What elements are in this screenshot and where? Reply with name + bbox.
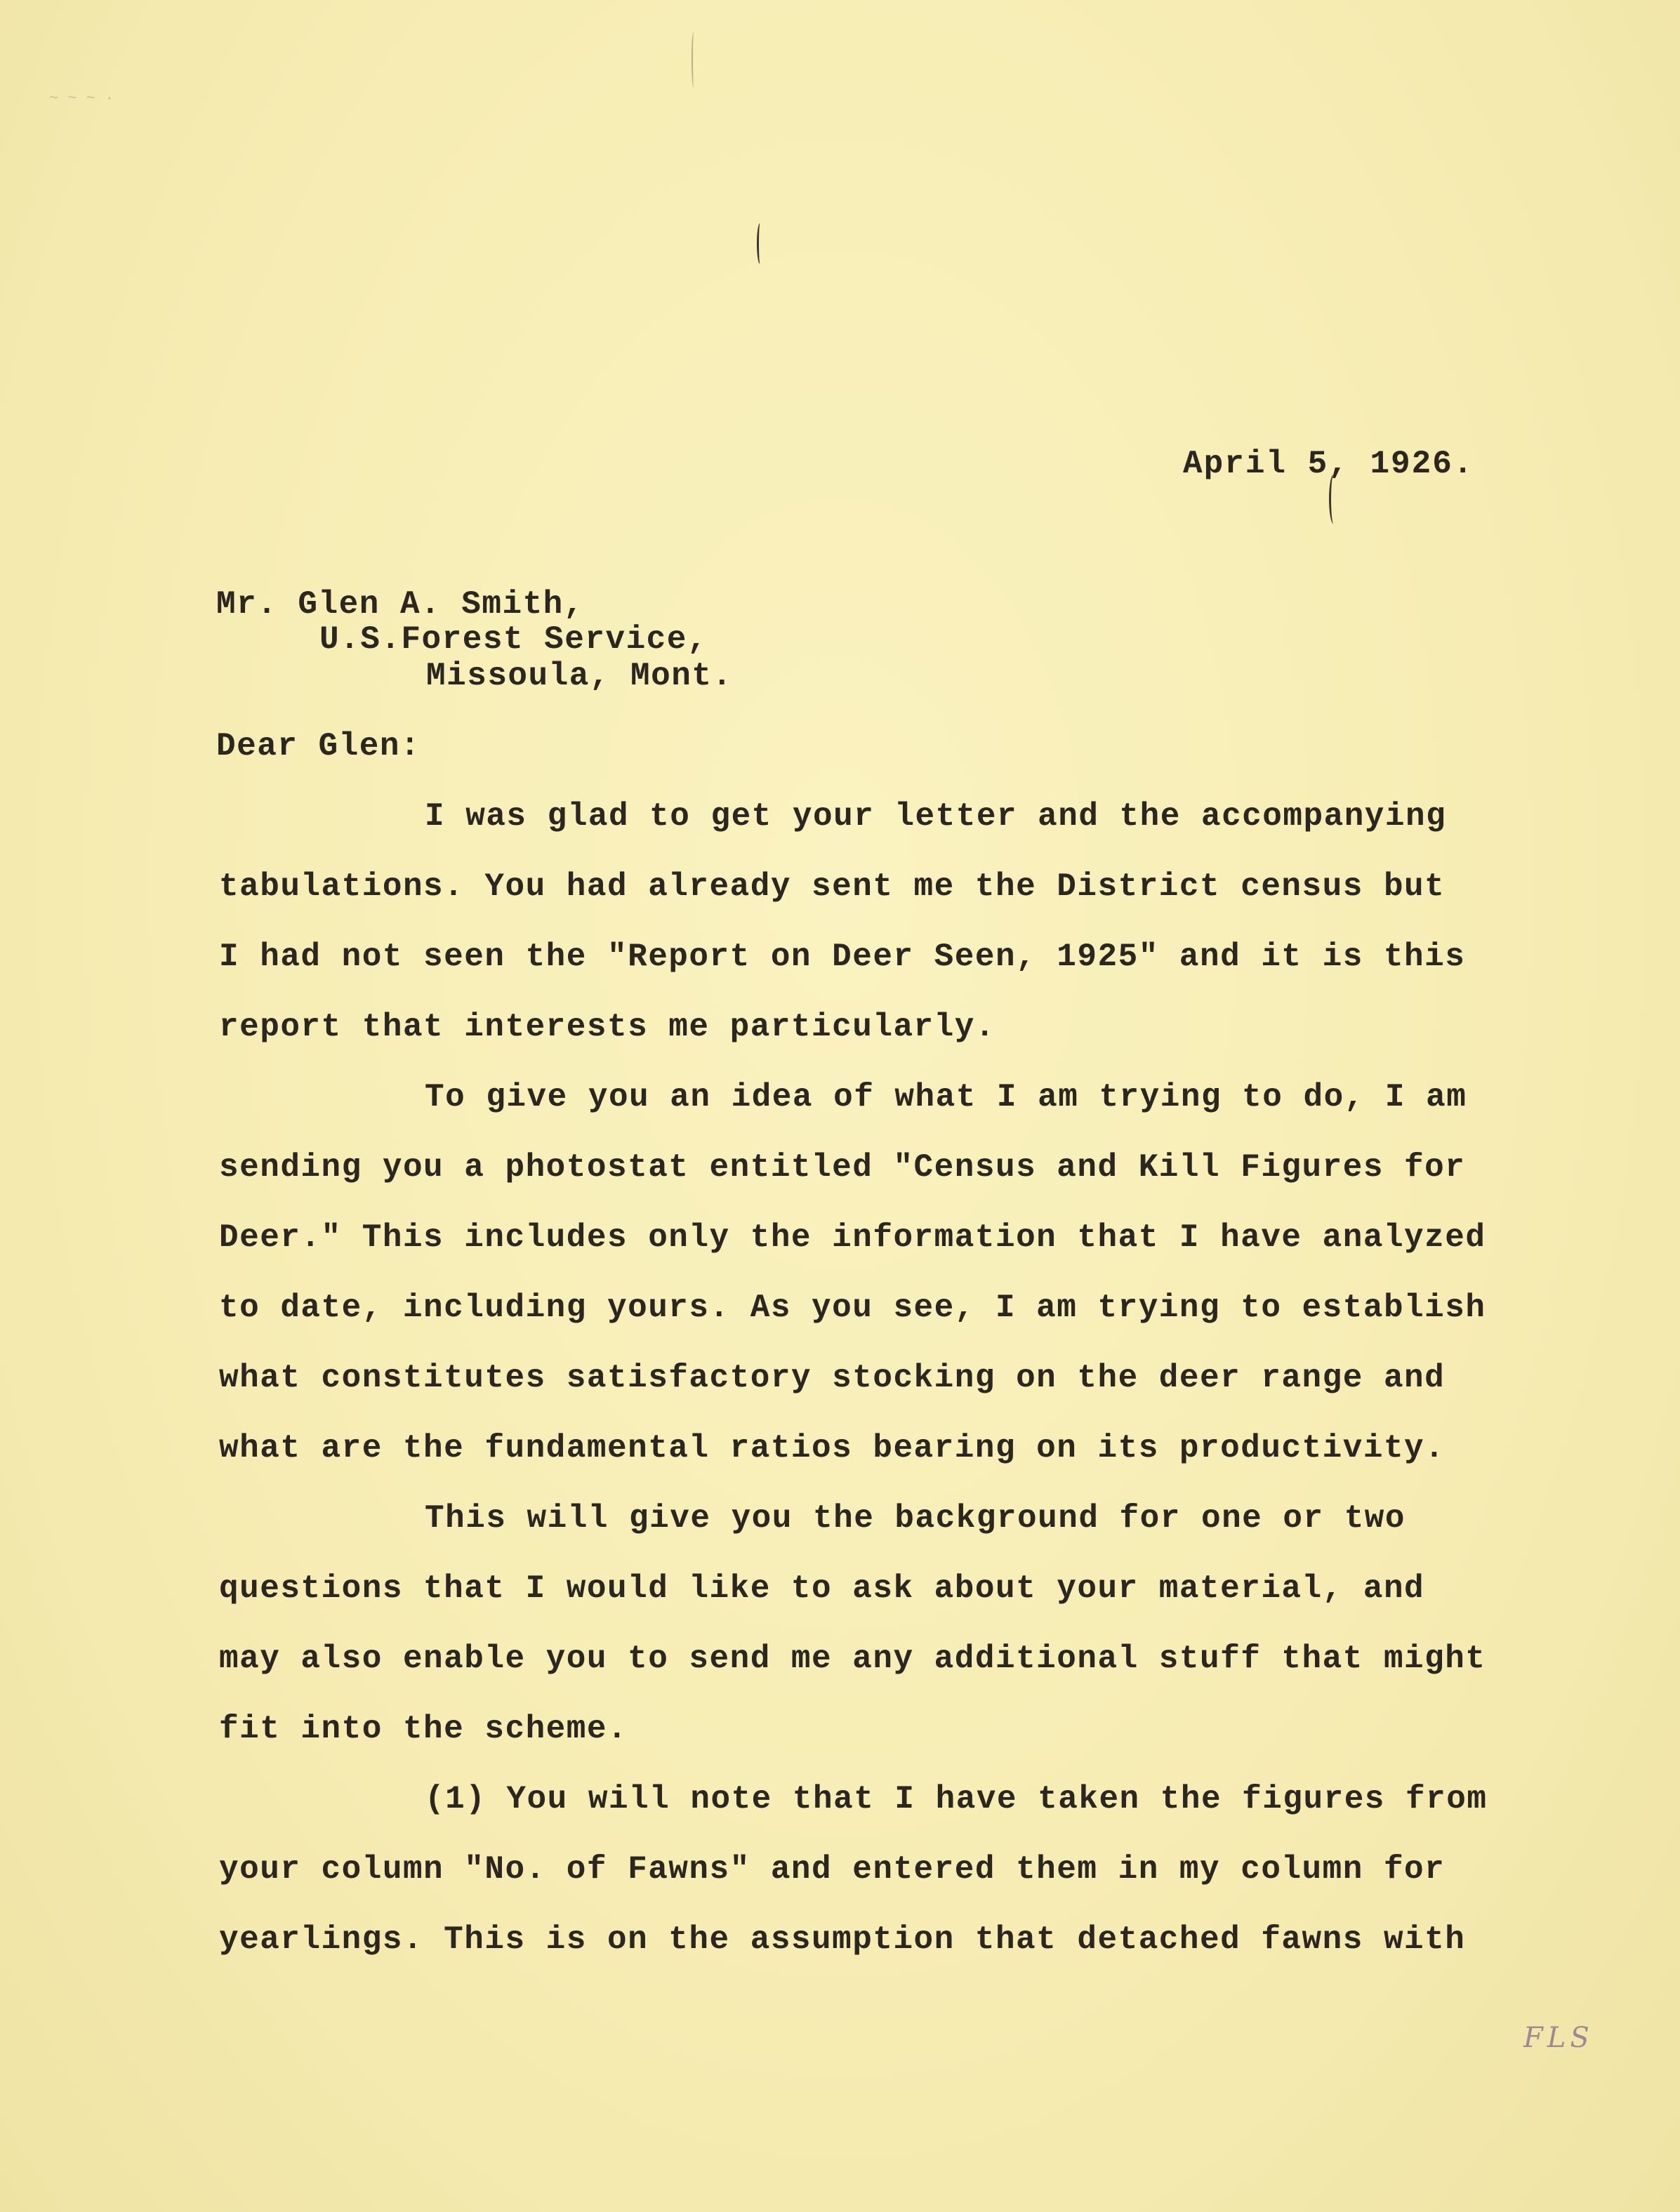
pen-mark-top — [757, 223, 763, 264]
recipient-organization: U.S.Forest Service, — [319, 621, 708, 658]
body-line-4: report that interests me particularly. — [219, 1009, 996, 1045]
body-line-5: To give you an idea of what I am trying to do, I am — [425, 1079, 1467, 1115]
body-line-10: what are the fundamental ratios bearing on its productivity. — [219, 1430, 1446, 1466]
body-line-16: your column "No. of Fawns" and entered them in my column for — [219, 1851, 1446, 1888]
body-line-6: sending you a photostat entitled "Census and Kill Figures for — [219, 1149, 1466, 1186]
body-line-8: to date, including yours. As you see, I am trying to establish — [219, 1290, 1486, 1326]
body-line-9: what constitutes satisfactory stocking on the deer range and — [219, 1360, 1446, 1396]
recipient-name: Mr. Glen A. Smith, — [216, 586, 584, 623]
body-line-7: Deer." This includes only the information that I have analyzed — [219, 1219, 1486, 1256]
pen-mark-fold — [692, 32, 696, 88]
recipient-location: Missoula, Mont. — [426, 658, 733, 694]
body-line-11: This will give you the background for one or two — [425, 1500, 1406, 1537]
body-line-2: tabulations. You had already sent me the District census but — [219, 868, 1446, 905]
body-line-15: (1) You will note that I have taken the figures from — [425, 1781, 1488, 1817]
pen-mark-date — [1329, 475, 1338, 524]
body-line-14: fit into the scheme. — [219, 1711, 628, 1747]
corner-smudge: ~ ~ ~ · — [49, 90, 114, 107]
letter-date: April 5, 1926. — [1183, 446, 1474, 482]
body-line-13: may also enable you to send me any additional stuff that might — [219, 1641, 1486, 1677]
handwritten-initials: FLS — [1523, 2022, 1594, 2054]
salutation: Dear Glen: — [216, 728, 421, 764]
body-line-12: questions that I would like to ask about your material, and — [219, 1570, 1425, 1607]
body-line-17: yearlings. This is on the assumption that detached fawns with — [219, 1921, 1466, 1958]
body-line-3: I had not seen the "Report on Deer Seen, 1925" and it is this — [219, 939, 1466, 975]
body-line-1: I was glad to get your letter and the accompanying — [425, 798, 1447, 835]
